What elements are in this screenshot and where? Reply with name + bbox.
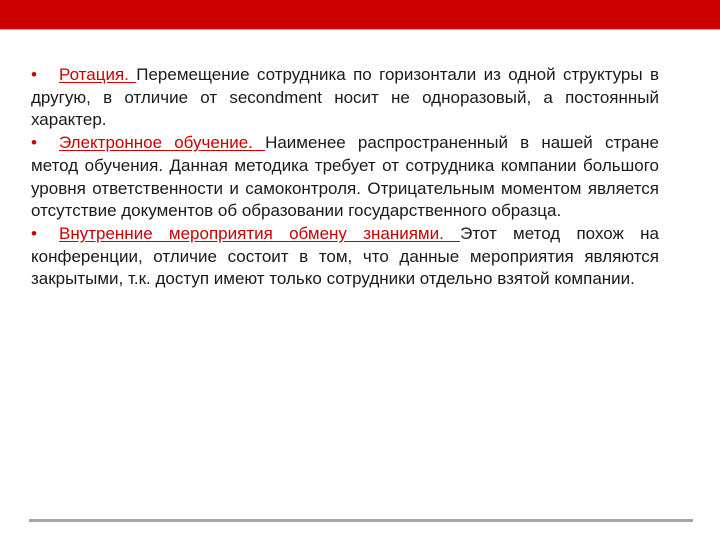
bullet-item-knowledge-exchange — [31, 223, 659, 291]
definition-rotation: Перемещение сотрудника по горизонтали из одной структуры в другую, в отличие от secondment носит не одноразовый, а постоянный характер. — [31, 65, 659, 130]
footer-divider — [29, 519, 693, 522]
bullet-icon: • — [31, 223, 37, 243]
bullet-icon: • — [31, 133, 37, 153]
term-e-learning: Электронное обучение. — [59, 133, 266, 153]
definition-knowledge-exchange: Этот метод похож на конференции, отличие состоит в том, что данные мероприятия являются закрытыми, т.к. доступ имеют только сотрудники отдельно взятой компании. — [31, 223, 659, 289]
term-rotation: Ротация. — [59, 65, 137, 84]
term-knowledge-exchange: Внутренние мероприятия обмену знаниями. — [59, 223, 461, 243]
header-bar — [0, 0, 720, 29]
bullet-item-e-learning — [31, 132, 659, 223]
bullet-item-rotation — [31, 64, 659, 132]
header-divider — [0, 29, 720, 30]
slide-body — [31, 64, 659, 291]
bullet-icon: • — [31, 65, 37, 84]
definition-e-learning: Наименее распространенный в нашей стране метод обучения. Данная методика требует от сотрудника компании большого уровня ответственности и самоконтроля. Отрицательным моментом является отсутствие документов об образовании государственного образца. — [31, 133, 659, 221]
